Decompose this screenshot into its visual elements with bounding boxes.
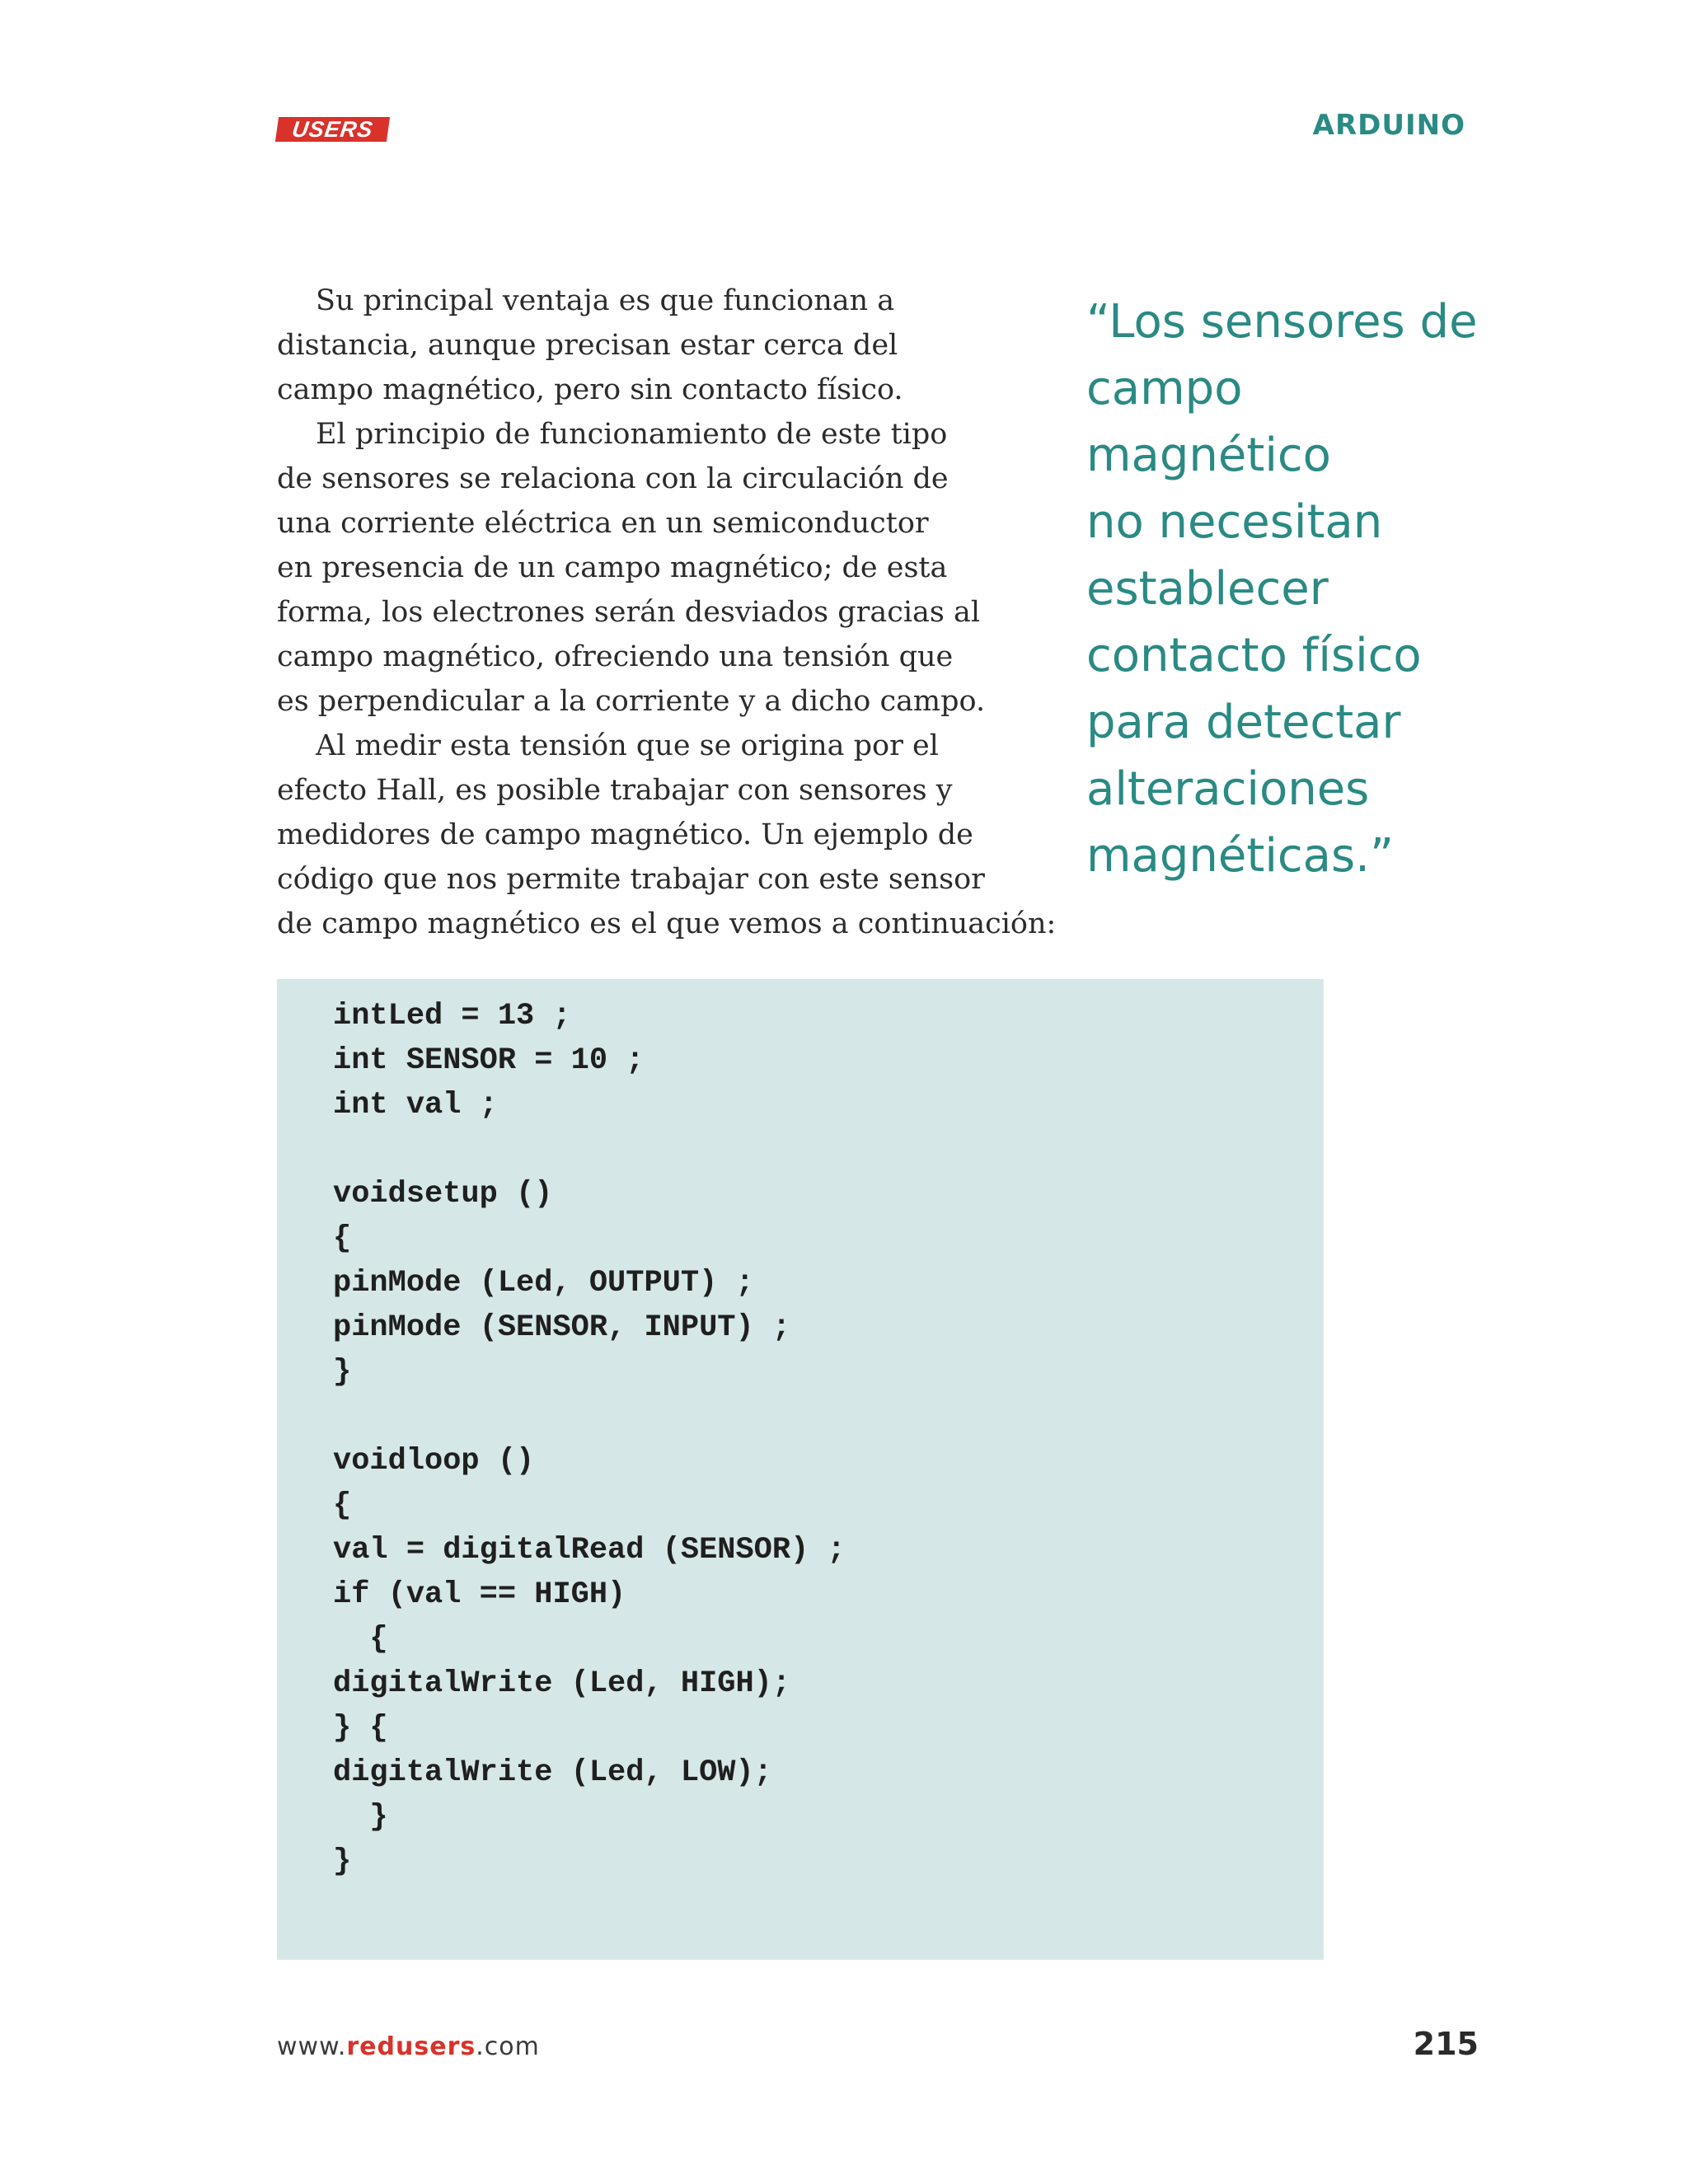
code-line: { [333, 1488, 352, 1523]
body-text [277, 279, 1068, 946]
paragraph-3: Al medir esta tensión que se origina por el efecto Hall, es posible trabajar con sensores y medidores de campo magnético. Un ejemplo de código que nos permite trabajar con este sensor de campo magnético es el que vemos a continuación: [277, 729, 1057, 940]
pull-quote: “Los sensores de campo magnético no necesitan establecer contacto físico para detectar alteraciones magnéticas.” [1086, 295, 1478, 883]
code-box [277, 979, 1324, 1960]
paragraph-1: Su principal ventaja es que funcionan a distancia, aunque precisan estar cerca del campo magnético, pero sin contacto físico. [277, 284, 903, 406]
code-line: digitalWrite (Led, LOW); [333, 1755, 772, 1790]
code-line: } [333, 1800, 388, 1835]
code-line: val = digitalRead (SENSOR) ; [333, 1533, 846, 1568]
code-listing [333, 994, 846, 1884]
code-line: int val ; [333, 1088, 498, 1122]
section-title: ARDUINO [1312, 109, 1465, 142]
users-logo: USERS [275, 117, 390, 142]
url-suffix: .com [476, 2032, 540, 2061]
code-line: int SENSOR = 10 ; [333, 1043, 645, 1078]
code-line: voidsetup () [333, 1177, 553, 1212]
code-line [333, 1394, 846, 1439]
paragraph-2: El principio de funcionamiento de este tipo de sensores se relaciona con la circulación de una corriente eléctrica en un semiconductor en presencia de un campo magnético; de esta forma, los electrones serán desviados gracias al campo magnético, ofreciendo una tensión que es perpendicular a la corriente y a dicho campo. [277, 418, 986, 718]
page-number: 215 [1413, 2026, 1479, 2062]
url-prefix: www. [277, 2032, 347, 2061]
code-line [333, 1127, 846, 1172]
code-line: { [333, 1221, 352, 1256]
code-line: intLed = 13 ; [333, 999, 571, 1033]
code-line: } { [333, 1711, 388, 1746]
footer-url[interactable] [277, 2032, 540, 2061]
code-line: { [333, 1622, 388, 1657]
code-line: voidloop () [333, 1444, 535, 1479]
code-line: pinMode (Led, OUTPUT) ; [333, 1266, 754, 1301]
code-line: if (val == HIGH) [333, 1577, 626, 1612]
code-line: } [333, 1355, 352, 1390]
code-line: } [333, 1844, 352, 1879]
code-line: digitalWrite (Led, HIGH); [333, 1666, 791, 1701]
code-line: pinMode (SENSOR, INPUT) ; [333, 1310, 791, 1345]
url-accent: redusers [346, 2032, 476, 2061]
